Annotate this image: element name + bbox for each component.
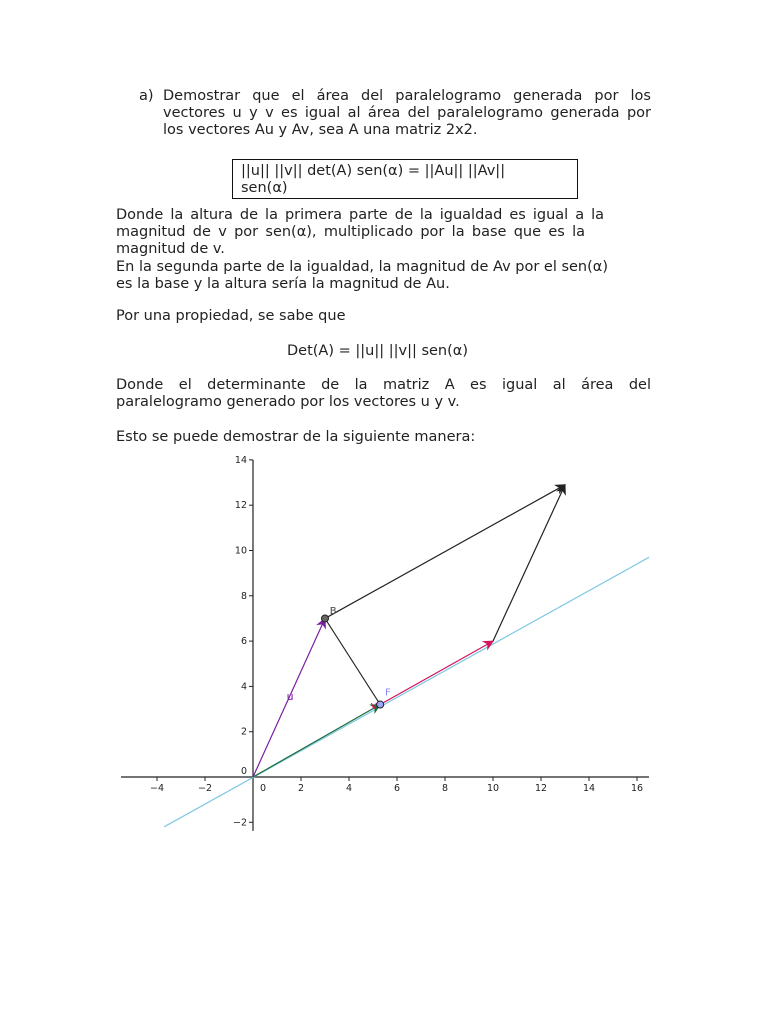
item-a-line-2: vectores u y v es igual al área del paralelogramo generada por [163, 105, 651, 121]
item-a-line-3: los vectores Au y Av, sea A una matriz 2x2. [163, 122, 478, 138]
paragraph2-line-1: Donde el determinante de la matriz A es igual al área del [116, 377, 651, 393]
label-B: B [329, 605, 337, 617]
y-tick-label: 6 [240, 636, 247, 648]
x-tick-label: 4 [345, 783, 353, 794]
x-tick-label: 10 [486, 783, 500, 794]
formula-line-1: ||u|| ||v|| det(A) sen(α) = ||Au|| ||Av|| [241, 163, 506, 179]
demo-intro: Esto se puede demostrar de la siguiente manera: [116, 429, 476, 445]
y-tick-label: 0 [240, 766, 247, 777]
y-tick-label: 8 [240, 590, 247, 602]
property-formula: Det(A) = ||u|| ||v|| sen(α) [287, 343, 468, 359]
paragraph1-line-4: En la segunda parte de la igualdad, la magnitud de Av por el sen(α) [116, 259, 608, 275]
y-tick-label: 4 [240, 681, 247, 693]
label-u: u [286, 689, 294, 703]
label-F: F [385, 687, 391, 699]
x-tick-label: 16 [630, 783, 644, 794]
point-F [377, 701, 384, 708]
x-tick-label: 14 [582, 783, 596, 794]
paragraph2-line-2: paralelogramo generado por los vectores u y v. [116, 394, 460, 410]
paragraph1-line-2: magnitud de v por sen(α), multiplicado por la base que es la [116, 224, 585, 240]
x-tick-label: 2 [297, 783, 305, 794]
formula-line-2: sen(α) [241, 180, 288, 196]
label-v: v [370, 699, 378, 713]
y-tick-label: 10 [234, 545, 247, 557]
paragraph1-line-5: es la base y la altura sería la magnitud de Au. [116, 276, 450, 292]
segment-line [325, 618, 380, 704]
y-tick-label: 14 [234, 454, 247, 466]
x-tick-label: 8 [441, 783, 449, 794]
x-tick-label: 12 [534, 783, 548, 794]
vector-arrow [380, 641, 493, 704]
x-tick-label: −2 [197, 783, 213, 794]
vector-arrow [493, 485, 565, 641]
paragraph1-line-3: magnitud de v. [116, 241, 225, 257]
y-tick-label: −2 [232, 817, 247, 829]
y-tick-label: 12 [234, 500, 247, 512]
y-tick-label: 2 [240, 726, 247, 738]
x-tick-label: −4 [149, 783, 165, 794]
paragraph1-line-1: Donde la altura de la primera parte de la igualdad es igual a la [116, 207, 604, 223]
vector-v [253, 705, 380, 777]
point-B [322, 615, 329, 622]
x-tick-label: 0 [259, 783, 267, 794]
span-line [164, 557, 649, 827]
vector-arrow [325, 485, 565, 619]
item-a-line-1: Demostrar que el área del paralelogramo generada por los [163, 88, 651, 104]
item-marker: a) [139, 88, 154, 104]
property-intro: Por una propiedad, se sabe que [116, 308, 346, 324]
x-tick-label: 6 [393, 783, 401, 794]
